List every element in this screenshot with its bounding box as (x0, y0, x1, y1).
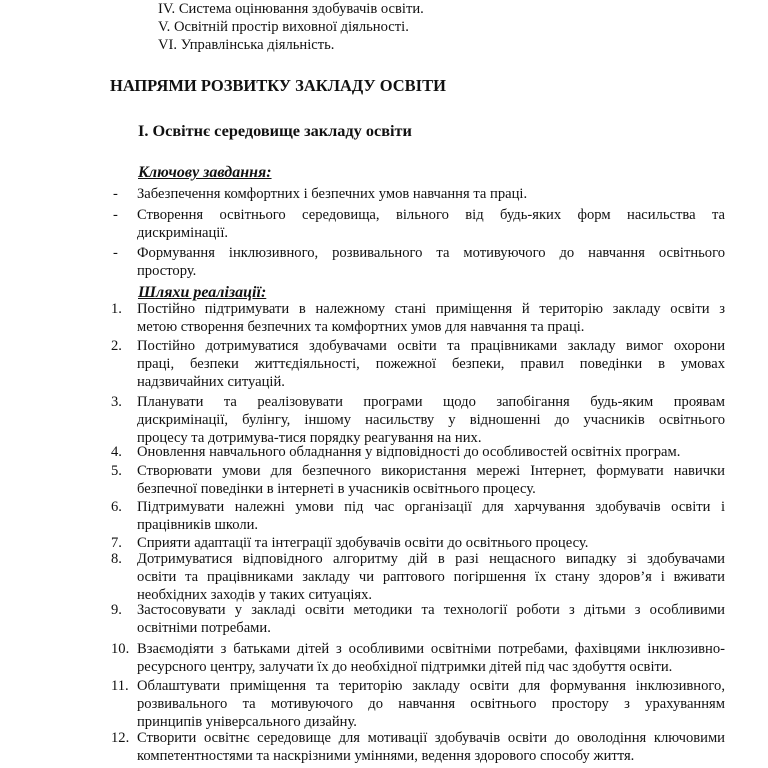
toc-line: IV. Система оцінювання здобувачів освіти. (158, 1, 424, 17)
way-item-line: надзвичайних ситуацій. (137, 374, 285, 390)
task-item-marker: - (113, 186, 118, 202)
way-item-marker: 7. (111, 535, 122, 551)
way-item-line: Сприяти адаптації та інтеграції здобувачів освіти до освітнього процесу. (137, 535, 589, 551)
way-item-line: метою створення безпечних та комфортних умов для навчання та праці. (137, 319, 585, 335)
way-item-marker: 3. (111, 394, 122, 410)
way-item-line: Планувати та реалізовувати програми щодо запобігання будь-яким проявам (137, 394, 725, 410)
way-item-line: Взаємодіяти з батьками дітей з особливими освітніми потребами, фахівцями інклюзивно- (137, 641, 725, 657)
way-item-line: освіти та працівниками закладу чи раптового погіршення їх стану здоров’я і вживати (137, 569, 725, 585)
task-item-marker: - (113, 207, 118, 223)
ways-title: Шляхи реалізації: (138, 284, 267, 301)
way-item-line: Застосовувати у закладі освіти методики та технології роботи з дітьми з особливими (137, 602, 725, 618)
way-item-marker: 6. (111, 499, 122, 515)
way-item-line: Дотримуватися відповідного алгоритму дій в разі нещасного випадку зі здобувачами (137, 551, 725, 567)
way-item-line: праці, безпеки життєдіяльності, пожежної безпеки, правил поведінки в умовах (137, 356, 725, 372)
task-item-line: Забезпечення комфортних і безпечних умов навчання та праці. (137, 186, 528, 202)
way-item (137, 550, 725, 604)
toc-line: V. Освітній простір виховної діяльності. (158, 19, 409, 35)
way-item-marker: 4. (111, 444, 122, 460)
way-item (137, 677, 725, 731)
task-item-line: дискримінації. (137, 225, 229, 241)
way-item-marker: 1. (111, 301, 122, 317)
way-item-line: дискримінації, булінгу, іншому насильству у відношенні до учасників освітнього (137, 412, 725, 428)
way-item-line: безпечної поведінки в інтернеті в учасників освітнього процесу. (137, 481, 536, 497)
way-item-marker: 8. (111, 551, 122, 567)
way-item (137, 337, 725, 391)
way-item-line: Створити освітнє середовище для мотивації здобувачів освіти до оволодіння ключовими (137, 730, 725, 746)
way-item-line: компетентностями та наскрізними уміннями, ведення здорового способу життя. (137, 748, 635, 764)
way-item (137, 393, 725, 447)
way-item (137, 729, 725, 765)
task-item-line: простору. (137, 263, 197, 279)
way-item-line: необхідних заходів у таких ситуаціях. (137, 587, 373, 603)
way-item-marker: 12. (111, 730, 130, 746)
section-title: І. Освітнє середовище закладу освіти (138, 121, 412, 140)
tasks-title: Ключову завдання: (138, 164, 272, 181)
way-item-line: Створювати умови для безпечного використання мережі Інтернет, формувати навички (137, 463, 725, 479)
way-item (137, 443, 725, 461)
task-item-line: Формування інклюзивного, розвивального та мотивуючого до навчання освітнього (137, 245, 725, 261)
way-item (137, 498, 725, 534)
way-item-marker: 10. (111, 641, 130, 657)
way-item-line: ресурсного центру, залучати їх до необхідної підтримки дітей під час здобуття освіти. (137, 659, 673, 675)
way-item-marker: 5. (111, 463, 122, 479)
way-item (137, 640, 725, 676)
way-item-line: розвивального та мотивуючого до навчання освітнього простору з урахуванням (137, 696, 725, 712)
way-item-line: працівників школи. (137, 517, 259, 533)
page-heading: НАПРЯМИ РОЗВИТКУ ЗАКЛАДУ ОСВІТИ (110, 76, 446, 95)
way-item (137, 601, 725, 637)
way-item-line: Облаштувати приміщення та територію закладу освіти для формування інклюзивного, (137, 678, 725, 694)
task-item-line: Створення освітнього середовища, вільного від будь-яких форм насильства та (137, 207, 725, 223)
way-item-line: Підтримувати належні умови під час організації для харчування здобувачів освіти і (137, 499, 725, 515)
way-item (137, 462, 725, 498)
way-item-marker: 11. (111, 678, 129, 694)
way-item-line: Оновлення навчального обладнання у відповідності до особливостей освітніх програм. (137, 444, 681, 460)
way-item-line: освітніми потребами. (137, 620, 271, 636)
task-item (137, 185, 725, 203)
task-item (137, 206, 725, 242)
toc-line: VI. Управлінська діяльність. (158, 37, 335, 53)
task-item (137, 244, 725, 280)
way-item (137, 300, 725, 336)
way-item-marker: 9. (111, 602, 122, 618)
way-item-marker: 2. (111, 338, 122, 354)
task-item-marker: - (113, 245, 118, 261)
way-item-line: принципів універсального дизайну. (137, 714, 357, 730)
way-item-line: процесу та дотримува-тися порядку реагування на них. (137, 430, 482, 446)
way-item-line: Постійно підтримувати в належному стані приміщення й територію закладу освіти з (137, 301, 725, 317)
way-item-line: Постійно дотримуватися здобувачами освіти та працівниками закладу вимог охорони (137, 338, 725, 354)
